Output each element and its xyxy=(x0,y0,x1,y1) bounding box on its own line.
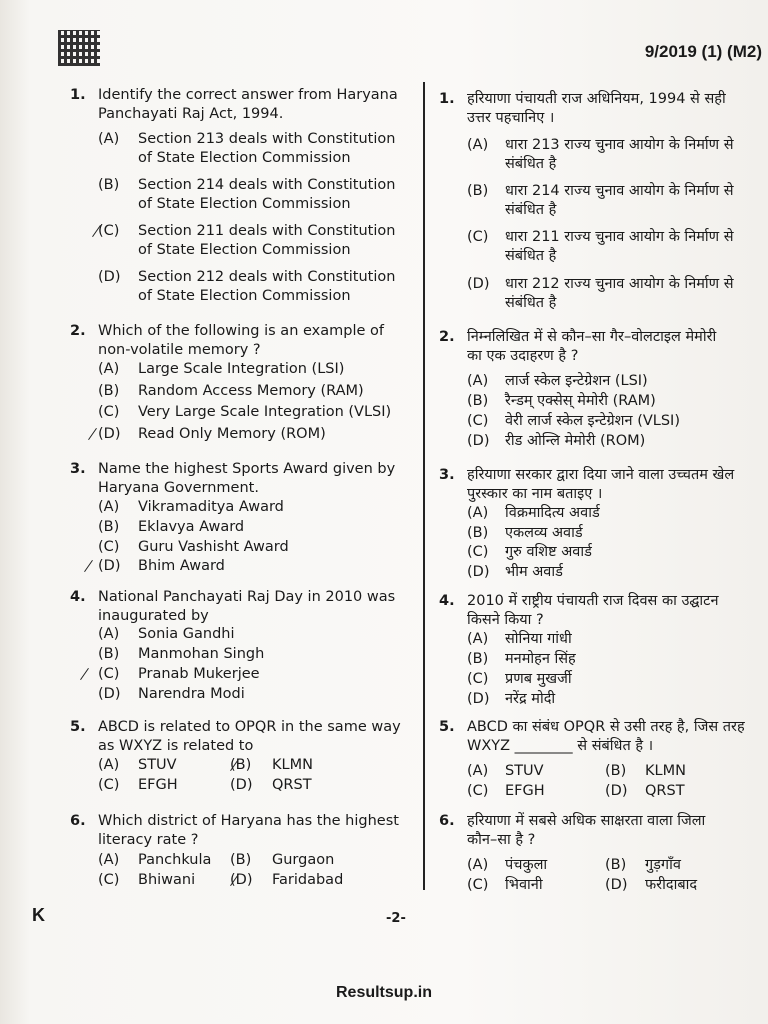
english-question-2-number: 2. xyxy=(70,323,86,339)
english-question-1-option-text: of State Election Commission xyxy=(138,196,351,212)
english-question-5-option-label: (C) xyxy=(98,777,120,793)
english-question-1-option-text: Section 212 deals with Constitution xyxy=(138,269,396,285)
hindi-question-6-option-label: (C) xyxy=(467,877,489,893)
english-question-2-text: Which of the following is an example of xyxy=(98,323,384,339)
pen-tick-mark xyxy=(80,668,89,680)
english-question-6-option-label: (D) xyxy=(230,872,253,888)
hindi-question-2-option-text: रैन्डम् एक्सेस् मेमोरी (RAM) xyxy=(505,393,656,409)
hindi-question-3-option-text: विक्रमादित्य अवार्ड xyxy=(505,505,600,521)
english-question-4-option-label: (D) xyxy=(98,686,121,702)
hindi-question-5-text: WXYZ ________ से संबंधित है । xyxy=(467,738,654,754)
english-question-3-option-text: Guru Vashisht Award xyxy=(138,539,289,555)
english-question-4-option-text: Narendra Modi xyxy=(138,686,245,702)
english-question-3-text: Haryana Government. xyxy=(98,480,259,496)
english-question-5-number: 5. xyxy=(70,719,86,735)
hindi-question-4-text: 2010 में राष्ट्रीय पंचायती राज दिवस का उद्घाटन xyxy=(467,593,719,609)
english-question-4-number: 4. xyxy=(70,589,86,605)
english-question-4-option-text: Sonia Gandhi xyxy=(138,626,235,642)
english-question-2-option-label: (D) xyxy=(98,426,121,442)
english-question-1-option-text: of State Election Commission xyxy=(138,242,351,258)
hindi-question-4-number: 4. xyxy=(439,593,455,609)
english-question-1-text: Identify the correct answer from Haryana xyxy=(98,87,398,103)
english-question-3-option-text: Eklavya Award xyxy=(138,519,245,535)
hindi-question-1-option-text: धारा 213 राज्य चुनाव आयोग के निर्माण से xyxy=(505,137,734,153)
english-question-1-number: 1. xyxy=(70,87,86,103)
hindi-question-1-option-label: (C) xyxy=(467,229,489,245)
hindi-question-5-text: ABCD का संबंध OPQR से उसी तरह है, जिस तरह xyxy=(467,719,745,735)
hindi-question-2-option-text: लार्ज स्केल इन्टेग्रेशन (LSI) xyxy=(505,373,648,389)
english-question-1-option-label: (A) xyxy=(98,131,120,147)
english-question-1-option-text: of State Election Commission xyxy=(138,150,351,166)
english-question-4-text: National Panchayati Raj Day in 2010 was xyxy=(98,589,396,605)
hindi-question-1-option-label: (B) xyxy=(467,183,489,199)
hindi-question-2-option-label: (A) xyxy=(467,373,489,389)
hindi-question-3-option-text: भीम अवार्ड xyxy=(505,564,563,580)
pen-tick-mark xyxy=(84,560,93,572)
english-question-2-option-label: (B) xyxy=(98,383,120,399)
english-question-1-option-text: Section 211 deals with Constitution xyxy=(138,223,396,239)
hindi-question-3-option-label: (C) xyxy=(467,544,489,560)
hindi-question-5-option-label: (D) xyxy=(605,783,628,799)
english-question-3-option-label: (C) xyxy=(98,539,120,555)
english-question-6-number: 6. xyxy=(70,813,86,829)
hindi-question-4-text: किसने किया ? xyxy=(467,612,544,628)
hindi-question-5-option-text: QRST xyxy=(645,783,685,799)
english-question-1-option-text: Section 213 deals with Constitution xyxy=(138,131,396,147)
hindi-question-4-option-text: सोनिया गांधी xyxy=(505,631,572,647)
hindi-question-1-option-text: धारा 212 राज्य चुनाव आयोग के निर्माण से xyxy=(505,276,734,292)
hindi-question-2-option-label: (D) xyxy=(467,433,490,449)
hindi-question-5-option-label: (B) xyxy=(605,763,627,779)
hindi-question-5-number: 5. xyxy=(439,719,455,735)
english-question-4-option-label: (B) xyxy=(98,646,120,662)
hindi-question-5-option-label: (A) xyxy=(467,763,489,779)
hindi-question-2-text: निम्नलिखित में से कौन–सा गैर–वोलटाइल मेमोरी xyxy=(467,329,717,345)
english-question-6-text: literacy rate ? xyxy=(98,832,199,848)
hindi-question-5-option-text: STUV xyxy=(505,763,544,779)
hindi-question-1-text: हरियाणा पंचायती राज अधिनियम, 1994 से सही xyxy=(467,91,726,107)
paper-code: 9/2019 (1) (M2) xyxy=(644,42,762,61)
hindi-question-1-option-text: संबंधित है xyxy=(505,248,557,264)
hindi-question-1-option-text: संबंधित है xyxy=(505,202,557,218)
hindi-question-4-option-label: (B) xyxy=(467,651,489,667)
page-number: -2- xyxy=(386,911,406,926)
column-divider xyxy=(423,82,425,890)
english-question-5-text: as WXYZ is related to xyxy=(98,738,254,754)
english-question-3-option-label: (D) xyxy=(98,558,121,574)
english-question-6-option-text: Panchkula xyxy=(138,852,212,868)
english-question-5-option-text: QRST xyxy=(272,777,312,793)
english-question-1-option-label: (D) xyxy=(98,269,121,285)
english-question-6-option-text: Faridabad xyxy=(272,872,344,888)
english-question-5-option-text: KLMN xyxy=(272,757,313,773)
hindi-question-3-text: हरियाणा सरकार द्वारा दिया जाने वाला उच्चतम खेल xyxy=(467,467,735,483)
hindi-question-4-option-label: (A) xyxy=(467,631,489,647)
english-question-6-option-label: (A) xyxy=(98,852,120,868)
hindi-question-2-option-text: रीड ओन्लि मेमोरी (ROM) xyxy=(505,433,646,449)
english-question-3-option-text: Bhim Award xyxy=(138,558,225,574)
english-question-2-option-label: (C) xyxy=(98,404,120,420)
english-question-4-option-text: Pranab Mukerjee xyxy=(138,666,260,682)
english-question-3-option-text: Vikramaditya Award xyxy=(138,499,284,515)
hindi-question-1-option-label: (D) xyxy=(467,276,490,292)
english-question-4-option-text: Manmohan Singh xyxy=(138,646,265,662)
english-question-2-option-text: Read Only Memory (ROM) xyxy=(138,426,326,442)
hindi-question-3-text: पुरस्कार का नाम बताइए । xyxy=(467,486,603,502)
hindi-question-6-option-text: फरीदाबाद xyxy=(645,877,698,893)
english-question-3-option-label: (A) xyxy=(98,499,120,515)
english-question-6-option-label: (B) xyxy=(230,852,252,868)
hindi-question-4-option-text: मनमोहन सिंह xyxy=(505,651,576,667)
hindi-question-2-text: का एक उदाहरण है ? xyxy=(467,348,579,364)
hindi-question-2-option-text: वेरी लार्ज स्केल इन्टेग्रेशन (VLSI) xyxy=(505,413,680,429)
hindi-question-5-option-text: EFGH xyxy=(505,783,545,799)
english-question-1-text: Panchayati Raj Act, 1994. xyxy=(98,106,284,122)
english-question-6-option-text: Gurgaon xyxy=(272,852,335,868)
hindi-question-6-option-label: (B) xyxy=(605,857,627,873)
english-question-6-option-text: Bhiwani xyxy=(138,872,196,888)
hindi-question-6-text: कौन–सा है ? xyxy=(467,832,536,848)
hindi-question-3-option-text: एकलव्य अवार्ड xyxy=(505,525,583,541)
hindi-question-1-text: उत्तर पहचानिए । xyxy=(467,110,555,126)
hindi-question-3-option-text: गुरु वशिष्ट अवार्ड xyxy=(505,544,592,560)
hindi-question-4-option-text: प्रणब मुखर्जी xyxy=(505,671,572,687)
english-question-3-option-label: (B) xyxy=(98,519,120,535)
hindi-question-1-option-text: संबंधित है xyxy=(505,295,557,311)
english-question-1-option-label: (B) xyxy=(98,177,120,193)
hindi-question-5-option-text: KLMN xyxy=(645,763,686,779)
english-question-3-text: Name the highest Sports Award given by xyxy=(98,461,396,477)
english-question-1-option-text: Section 214 deals with Constitution xyxy=(138,177,396,193)
english-question-5-option-label: (B) xyxy=(230,757,252,773)
english-question-5-option-label: (A) xyxy=(98,757,120,773)
hindi-question-6-option-label: (A) xyxy=(467,857,489,873)
hindi-question-1-option-text: संबंधित है xyxy=(505,156,557,172)
english-question-6-option-label: (C) xyxy=(98,872,120,888)
hindi-question-1-option-text: धारा 214 राज्य चुनाव आयोग के निर्माण से xyxy=(505,183,734,199)
english-question-4-option-label: (A) xyxy=(98,626,120,642)
english-question-5-text: ABCD is related to OPQR in the same way xyxy=(98,719,401,735)
hindi-question-3-number: 3. xyxy=(439,467,455,483)
english-question-1-option-label: (C) xyxy=(98,223,120,239)
pen-tick-mark xyxy=(88,428,97,440)
english-question-5-option-text: EFGH xyxy=(138,777,178,793)
hindi-question-1-option-label: (A) xyxy=(467,137,489,153)
hindi-question-4-option-label: (D) xyxy=(467,691,490,707)
hindi-question-6-option-text: भिवानी xyxy=(505,877,543,893)
english-question-5-option-text: STUV xyxy=(138,757,177,773)
hindi-question-6-text: हरियाणा में सबसे अधिक साक्षरता वाला जिला xyxy=(467,813,706,829)
watermark: Resultsup.in xyxy=(335,984,432,1001)
english-question-2-text: non-volatile memory ? xyxy=(98,342,261,358)
hindi-question-2-option-label: (B) xyxy=(467,393,489,409)
english-question-6-text: Which district of Haryana has the highest xyxy=(98,813,399,829)
hindi-question-3-option-label: (A) xyxy=(467,505,489,521)
english-question-2-option-text: Very Large Scale Integration (VLSI) xyxy=(138,404,392,420)
hindi-question-1-option-text: धारा 211 राज्य चुनाव आयोग के निर्माण से xyxy=(505,229,734,245)
hindi-question-3-option-label: (D) xyxy=(467,564,490,580)
english-question-2-option-text: Large Scale Integration (LSI) xyxy=(138,361,345,377)
hindi-question-2-number: 2. xyxy=(439,329,455,345)
hindi-question-1-number: 1. xyxy=(439,91,455,107)
hindi-question-6-option-text: गुड़गाँव xyxy=(645,857,681,873)
english-question-5-option-label: (D) xyxy=(230,777,253,793)
hindi-question-4-option-label: (C) xyxy=(467,671,489,687)
english-question-4-text: inaugurated by xyxy=(98,608,209,624)
english-question-4-option-label: (C) xyxy=(98,666,120,682)
hindi-question-6-option-label: (D) xyxy=(605,877,628,893)
english-question-2-option-text: Random Access Memory (RAM) xyxy=(138,383,364,399)
hindi-question-5-option-label: (C) xyxy=(467,783,489,799)
english-question-1-option-text: of State Election Commission xyxy=(138,288,351,304)
english-question-3-number: 3. xyxy=(70,461,86,477)
english-question-2-option-label: (A) xyxy=(98,361,120,377)
hindi-question-3-option-label: (B) xyxy=(467,525,489,541)
hindi-question-6-number: 6. xyxy=(439,813,455,829)
hindi-question-4-option-text: नरेंद्र मोदी xyxy=(505,691,556,707)
hindi-question-2-option-label: (C) xyxy=(467,413,489,429)
qr-code-icon xyxy=(58,30,100,66)
hindi-question-6-option-text: पंचकुला xyxy=(505,857,548,873)
set-letter: K xyxy=(32,905,45,925)
